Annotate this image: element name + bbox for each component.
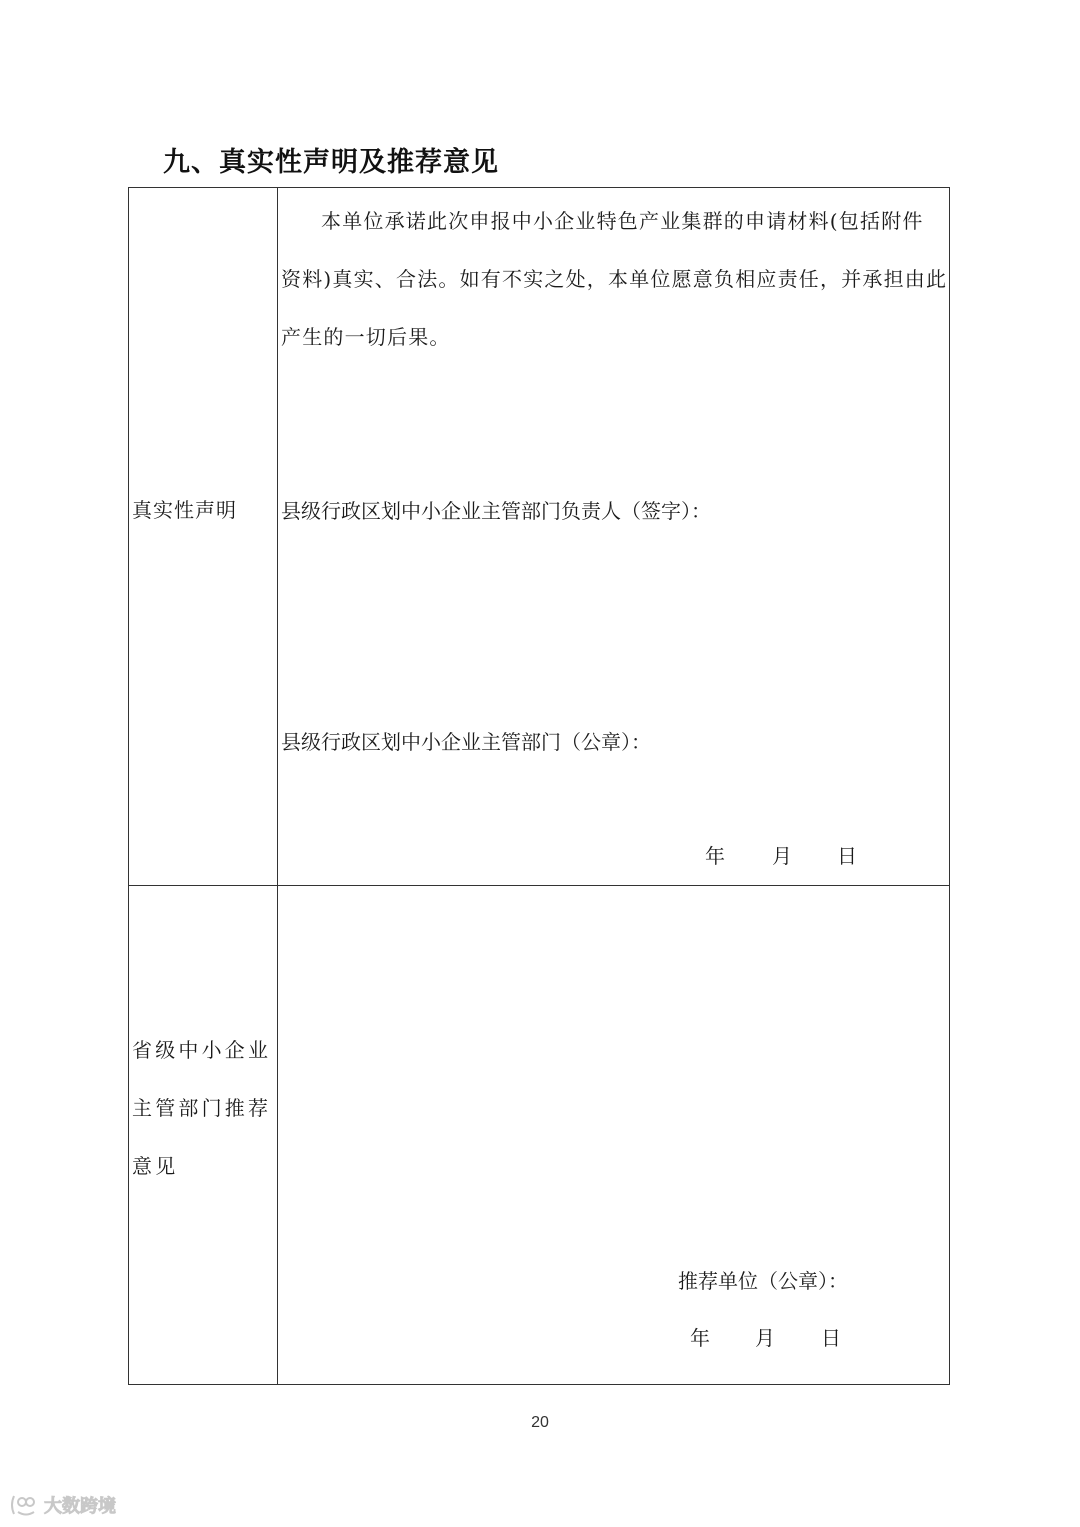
declaration-line-2: 资料)真实、合法。如有不实之处，本单位愿意负相应责任，并承担由此 (281, 267, 948, 291)
declaration-label: 真实性声明 (132, 498, 237, 522)
row-divider (129, 885, 949, 886)
brand-logo-icon (8, 1490, 148, 1520)
recommendation-label-line-3: 意见 (132, 1154, 179, 1178)
date-month-label: 月 (772, 844, 792, 868)
recommending-unit-seal-label: 推荐单位（公章）： (678, 1269, 848, 1293)
recommendation-label-line-1: 省级中小企业 (132, 1038, 272, 1062)
watermark-text: 大数跨境 (44, 1496, 116, 1517)
declaration-line-1: 本单位承诺此次申报中小企业特色产业集群的申请材料(包括附件 (321, 209, 924, 233)
date-year-label: 年 (705, 844, 725, 868)
date-day-label: 日 (837, 844, 857, 868)
recommendation-date-day: 日 (821, 1326, 841, 1350)
recommendation-date-month: 月 (755, 1326, 775, 1350)
watermark (8, 1490, 148, 1520)
section-title: 九、真实性声明及推荐意见 (163, 147, 499, 178)
county-seal-label: 县级行政区划中小企业主管部门（公章）： (281, 730, 651, 754)
signer-label: 县级行政区划中小企业主管部门负责人（签字）： (281, 499, 711, 523)
column-divider (277, 188, 278, 1384)
page-number: 20 (531, 1414, 549, 1431)
declaration-form-table (128, 187, 950, 1385)
declaration-line-3: 产生的一切后果。 (281, 325, 451, 349)
recommendation-date-year: 年 (690, 1326, 710, 1350)
recommendation-label-line-2: 主管部门推荐 (132, 1096, 272, 1120)
